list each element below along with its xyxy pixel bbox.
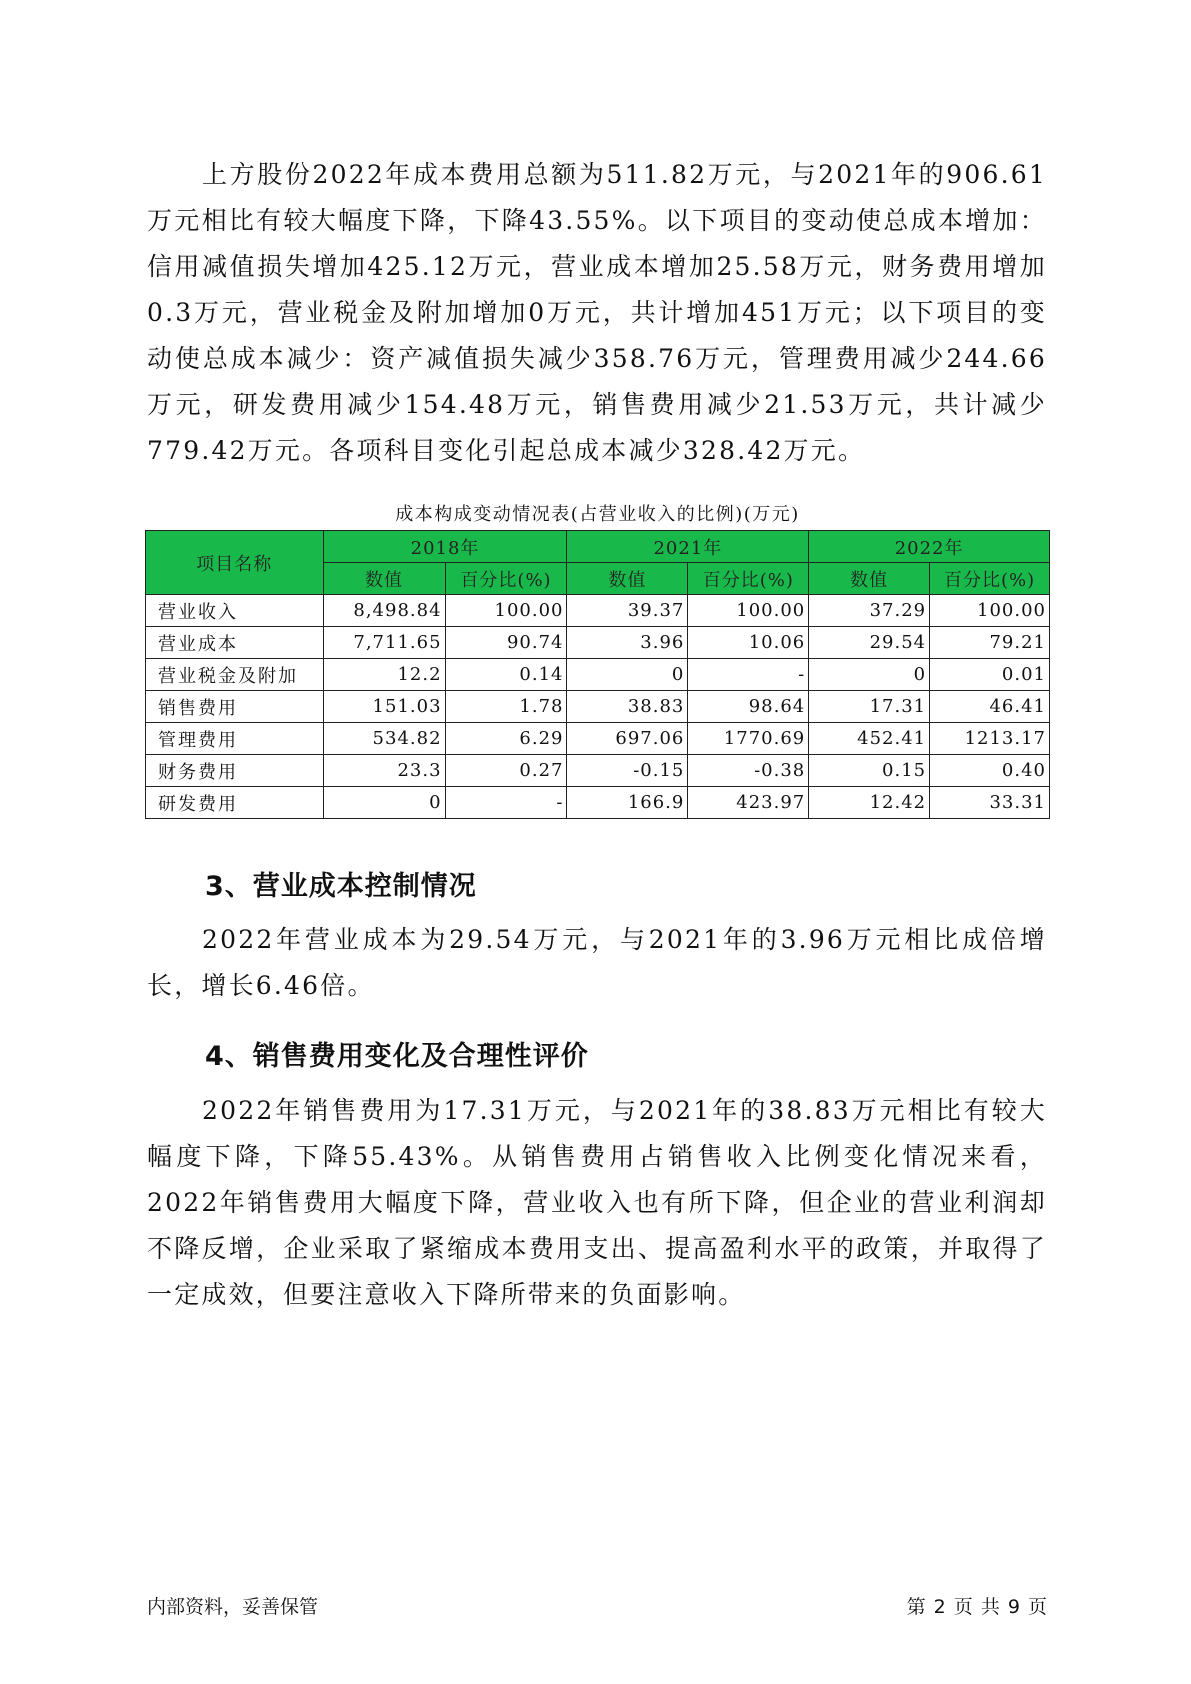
cost-summary-paragraph: 上方股份2022年成本费用总额为511.82万元，与2021年的906.61万元相比有较大幅度下降，下降43.55%。以下项目的变动使总成本增加：信用减值损失增加425.12万元，营业成本增加25.58万元，财务费用增加0.3万元，营业税金及附加增加0万元，共计增加451万元；以下项目的变动使总成本减少：资产减值损失减少358.76万元，管理费用减少244.66万元，研发费用减少154.48万元，销售费用减少21.53万元，共计减少779.42万元。各项科目变化引起总成本减少328.42万元。 xyxy=(147,160,1047,465)
table-cell: 0 xyxy=(567,659,688,691)
table-cell: 423.97 xyxy=(688,787,809,819)
table-cell: 0.01 xyxy=(930,659,1050,691)
table-cell: 46.41 xyxy=(930,691,1050,723)
value-header: 数值 xyxy=(809,563,930,595)
cost-structure-table xyxy=(145,530,1050,819)
row-label: 财务费用 xyxy=(146,755,324,787)
table-cell: 1770.69 xyxy=(688,723,809,755)
table-cell: 100.00 xyxy=(688,595,809,627)
item-name-header: 项目名称 xyxy=(146,531,324,595)
table-cell: 0 xyxy=(323,787,445,819)
table-cell: 8,498.84 xyxy=(323,595,445,627)
table-cell: 10.06 xyxy=(688,627,809,659)
table-cell: 38.83 xyxy=(567,691,688,723)
table-cell: 1.78 xyxy=(445,691,567,723)
table-cell: 23.3 xyxy=(323,755,445,787)
table-cell: 0.27 xyxy=(445,755,567,787)
table-cell: 151.03 xyxy=(323,691,445,723)
table-cell: 0.14 xyxy=(445,659,567,691)
table-row xyxy=(146,659,1050,691)
table-cell: 79.21 xyxy=(930,627,1050,659)
table-cell: 98.64 xyxy=(688,691,809,723)
table-cell: 534.82 xyxy=(323,723,445,755)
year-header-2021: 2021年 xyxy=(567,531,809,563)
table-cell: 100.00 xyxy=(930,595,1050,627)
table-cell: - xyxy=(445,787,567,819)
section-heading-operating-cost: 3、营业成本控制情况 xyxy=(205,871,477,902)
table-cell: 6.29 xyxy=(445,723,567,755)
table-cell: 90.74 xyxy=(445,627,567,659)
table-cell: 0 xyxy=(809,659,930,691)
row-label: 营业收入 xyxy=(146,595,324,627)
table-cell: 12.42 xyxy=(809,787,930,819)
table-cell: 37.29 xyxy=(809,595,930,627)
table-cell: 697.06 xyxy=(567,723,688,755)
row-label: 营业成本 xyxy=(146,627,324,659)
value-header: 数值 xyxy=(323,563,445,595)
page-number: 第 2 页 共 9 页 xyxy=(906,1596,1048,1618)
table-cell: 33.31 xyxy=(930,787,1050,819)
section-heading-sales-expense: 4、销售费用变化及合理性评价 xyxy=(205,1041,589,1072)
table-cell: 452.41 xyxy=(809,723,930,755)
value-header: 数值 xyxy=(567,563,688,595)
table-cell: -0.15 xyxy=(567,755,688,787)
row-label: 营业税金及附加 xyxy=(146,659,324,691)
table-cell: 0.40 xyxy=(930,755,1050,787)
table-row xyxy=(146,627,1050,659)
table-cell: 166.9 xyxy=(567,787,688,819)
table-cell: 39.37 xyxy=(567,595,688,627)
table-cell: - xyxy=(688,659,809,691)
row-label: 管理费用 xyxy=(146,723,324,755)
row-label: 销售费用 xyxy=(146,691,324,723)
table-cell: 12.2 xyxy=(323,659,445,691)
table-row xyxy=(146,691,1050,723)
table-cell: 0.15 xyxy=(809,755,930,787)
table-caption: 成本构成变动情况表(占营业收入的比例)(万元) xyxy=(395,504,800,525)
year-header-2018: 2018年 xyxy=(323,531,567,563)
table-cell: 17.31 xyxy=(809,691,930,723)
percent-header: 百分比(%) xyxy=(445,563,567,595)
table-cell: -0.38 xyxy=(688,755,809,787)
table-cell: 3.96 xyxy=(567,627,688,659)
operating-cost-paragraph: 2022年营业成本为29.54万元，与2021年的3.96万元相比成倍增长，增长6.46倍。 xyxy=(147,925,1047,1000)
confidential-footer: 内部资料，妥善保管 xyxy=(147,1596,319,1618)
table-row xyxy=(146,595,1050,627)
table-cell: 29.54 xyxy=(809,627,930,659)
table-cell: 1213.17 xyxy=(930,723,1050,755)
table-cell: 100.00 xyxy=(445,595,567,627)
sales-expense-paragraph: 2022年销售费用为17.31万元，与2021年的38.83万元相比有较大幅度下降，下降55.43%。从销售费用占销售收入比例变化情况来看，2022年销售费用大幅度下降，营业收入也有所下降，但企业的营业利润却不降反增，企业采取了紧缩成本费用支出、提高盈利水平的政策，并取得了一定成效，但要注意收入下降所带来的负面影响。 xyxy=(147,1096,1047,1309)
table-row xyxy=(146,787,1050,819)
table-header-row-years xyxy=(146,531,1050,563)
year-header-2022: 2022年 xyxy=(809,531,1050,563)
percent-header: 百分比(%) xyxy=(930,563,1050,595)
row-label: 研发费用 xyxy=(146,787,324,819)
table-cell: 7,711.65 xyxy=(323,627,445,659)
percent-header: 百分比(%) xyxy=(688,563,809,595)
table-row xyxy=(146,723,1050,755)
table-row xyxy=(146,755,1050,787)
